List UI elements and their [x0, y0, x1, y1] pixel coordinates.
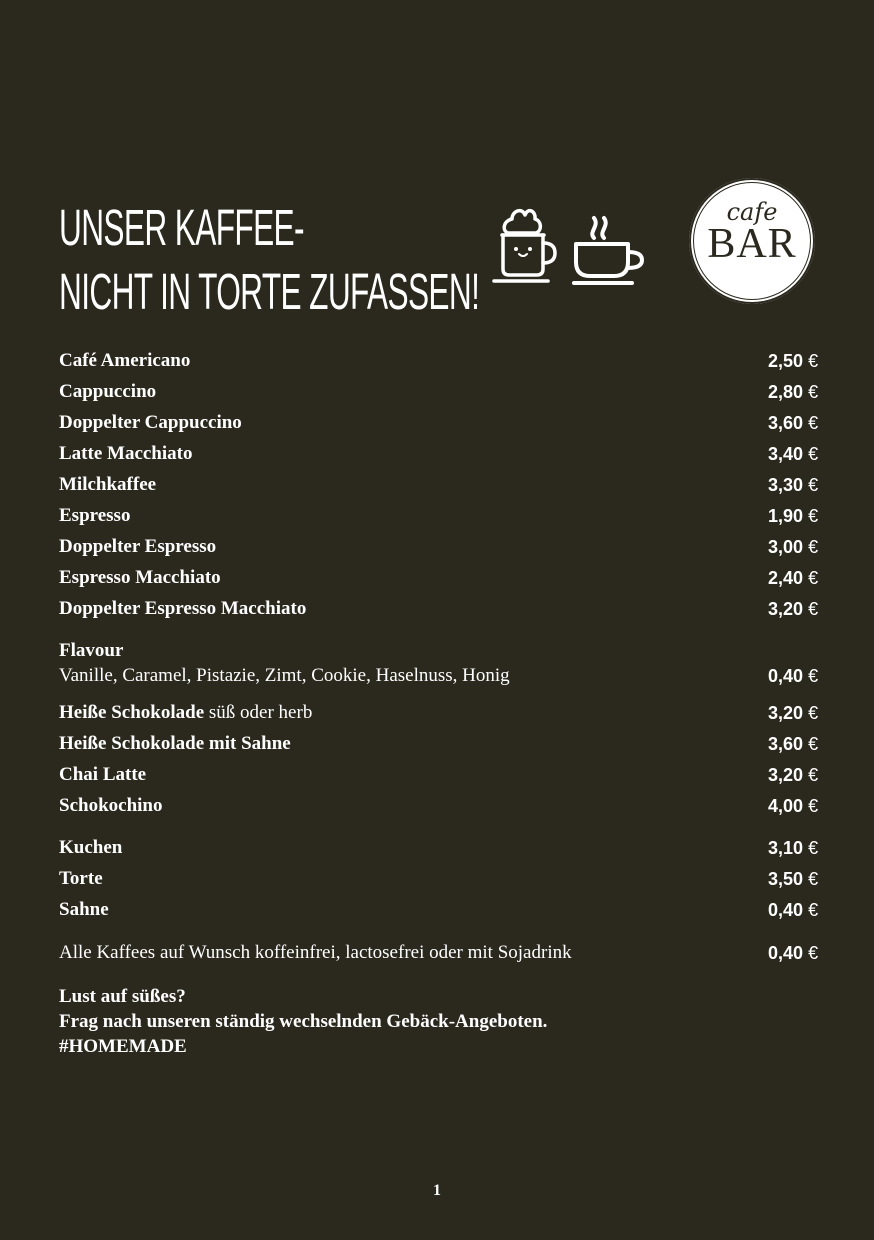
item-price: 3,20 €: [768, 703, 819, 723]
cafe-bar-logo: [689, 178, 815, 304]
promo-line-3: #HOMEMADE: [59, 1036, 187, 1057]
flavour-options: Vanille, Caramel, Pistazie, Zimt, Cookie, Haselnuss, Honig: [59, 665, 510, 686]
item-name: Chai Latte: [59, 764, 147, 785]
menu-item: [59, 732, 819, 756]
item-name: Milchkaffee: [59, 474, 157, 495]
item-price: 3,60 €: [768, 734, 819, 754]
menu-item: [59, 836, 819, 860]
item-price: 0,40 €: [768, 900, 819, 920]
item-price: 3,60 €: [768, 413, 819, 433]
item-name: Café Americano: [59, 350, 191, 371]
menu-title: [59, 196, 479, 324]
item-price: 3,50 €: [768, 869, 819, 889]
item-name: Cappuccino: [59, 381, 157, 402]
item-price: 3,30 €: [768, 475, 819, 495]
flavour-price: 0,40 €: [768, 666, 819, 686]
page-number: 1: [433, 1182, 441, 1199]
menu-item: [59, 442, 819, 466]
cream-coffee-cup-icon: [492, 205, 558, 285]
item-price: 3,20 €: [768, 599, 819, 619]
item-price: 2,40 €: [768, 568, 819, 588]
extras-text: Alle Kaffees auf Wunsch koffeinfrei, lactosefrei oder mit Sojadrink: [59, 942, 572, 963]
menu-item: [59, 763, 819, 787]
item-name: Heiße Schokolade: [59, 702, 205, 723]
item-price: 4,00 €: [768, 796, 819, 816]
logo-word-bar: BAR: [707, 221, 797, 267]
item-price: 1,90 €: [768, 506, 819, 526]
item-note: süß oder herb: [204, 702, 313, 723]
item-name: Espresso Macchiato: [59, 567, 221, 588]
item-price: 3,40 €: [768, 444, 819, 464]
menu-item: [59, 701, 819, 725]
extras-row: [59, 941, 819, 965]
menu-item: [59, 411, 819, 435]
item-name: Espresso: [59, 505, 131, 526]
menu-item: [59, 535, 819, 559]
promo-line-1: Lust auf süßes?: [59, 986, 186, 1007]
item-price: 3,20 €: [768, 765, 819, 785]
menu-item: [59, 349, 819, 373]
item-name: Doppelter Espresso Macchiato: [59, 598, 307, 619]
extras-price: 0,40 €: [768, 943, 819, 963]
item-name: Sahne: [59, 899, 109, 920]
menu-item: [59, 898, 819, 922]
flavour-options-row: [59, 664, 819, 688]
menu-item: [59, 380, 819, 404]
item-name: Doppelter Cappuccino: [59, 412, 242, 433]
item-name: Kuchen: [59, 837, 123, 858]
item-price: 2,50 €: [768, 351, 819, 371]
logo-word-cafe: cafe: [726, 198, 778, 226]
menu-item: [59, 473, 819, 497]
item-name: Heiße Schokolade mit Sahne: [59, 733, 291, 754]
item-name: Torte: [59, 868, 103, 889]
menu-item: [59, 566, 819, 590]
flavour-name: Flavour: [59, 640, 124, 661]
item-name: Doppelter Espresso: [59, 536, 217, 557]
item-price: 2,80 €: [768, 382, 819, 402]
promo-line-2: Frag nach unseren ständig wechselnden Gebäck-Angeboten.: [59, 1011, 548, 1032]
menu-item: [59, 597, 819, 621]
menu-item: [59, 504, 819, 528]
steaming-coffee-cup-icon: [570, 212, 646, 288]
item-price: 3,00 €: [768, 537, 819, 557]
flavour-heading: [59, 639, 770, 663]
item-name: Schokochino: [59, 795, 163, 816]
menu-item: [59, 794, 819, 818]
menu-title-line-1: UNSER KAFFEE-: [59, 199, 304, 256]
item-price: 3,10 €: [768, 838, 819, 858]
menu-item: [59, 867, 819, 891]
item-name: Latte Macchiato: [59, 443, 193, 464]
menu-title-line-2: NICHT IN TORTE ZUFASSEN!: [59, 263, 480, 320]
promo-text: [59, 984, 547, 1059]
